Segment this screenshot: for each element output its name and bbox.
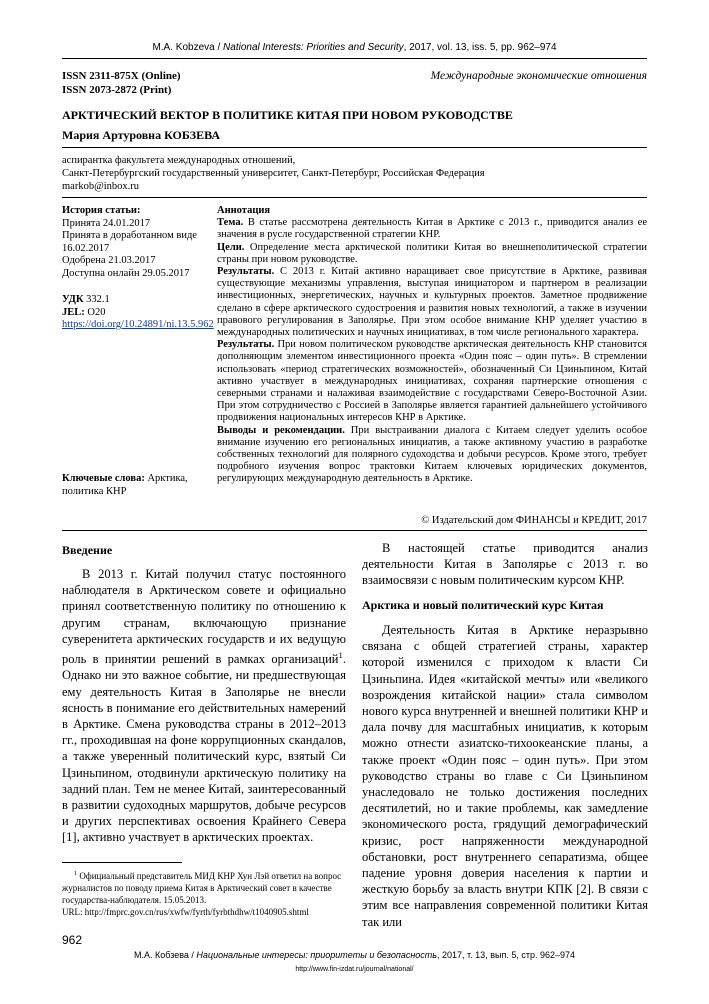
doi-link[interactable]: https://doi.org/10.24891/ni.13.5.962	[62, 319, 214, 330]
history-label: История статьи:	[62, 205, 141, 216]
abstract-heading: Аннотация	[217, 205, 271, 216]
affiliation-position: аспирантка факультета международных отношений,	[62, 155, 296, 166]
issn-print: ISSN 2073-2872 (Print)	[62, 84, 172, 96]
affiliation-rule	[62, 197, 647, 198]
running-header-authors: M.A. Kobzeva /	[152, 42, 224, 53]
issn-online: ISSN 2311-875X (Online)	[62, 70, 181, 82]
footnote-mark: 1	[74, 870, 78, 877]
keywords	[62, 473, 212, 498]
abstract-conclusions: Выводы и рекомендации. При выстраивании диалога с Китаем следует уделить особое внимание изучению его региональных инициатив, а также активному участию в разработке собственных технологий для полярного судоходства и добычи ресурсов. Кроме этого, требует подробного изучения вопрос трактовки Китаем ключевых юридических документов, регулирующих международную деятельность в Арктике.	[217, 424, 647, 485]
section2-heading: Арктика и новый политический курс Китая	[362, 598, 604, 612]
right-intro-paragraph: В настоящей статье приводится анализ деятельности Китая в Заполярье с 2013 г. во взаимосвязи с новым политическим курсом КНР.	[362, 541, 648, 588]
udc-line	[62, 294, 212, 307]
history-received: Принята 24.01.2017	[62, 217, 151, 229]
abstract-methods: Результаты. С 2013 г. Китай активно наращивает свое присутствие в Арктике, развивая существующие механизмы управления, выступая инициатором и партнером в реализации инвестиционных, энергетических, научных и культурных проектов. Заметное продвижение сделано в сфере арктического судостроения и развития новых технологий, а также в изучении правового регулирования в Заполярье. При этом особое внимание КНР уделяет участию в международных политических и научных инициативах, в том числе регионального характера.	[217, 266, 647, 339]
footnote	[62, 868, 344, 918]
footer-citation: М.А. Кобзева / Национальные интересы: приоритеты и безопасность, 2017, т. 13, вып. 5, стр. 962–974	[133, 950, 575, 960]
abstract-aims: Цели. Определение места арктической политики Китая во внешнеполитической стратегии страны при новом руководстве.	[217, 241, 647, 265]
jel-label: JEL:	[62, 306, 85, 318]
abstract-results: Результаты. При новом политическом руководстве арктическая деятельность КНР становится дополняющим элементом инвестиционного проекта «Один пояс – один путь». В стремлении использовать «период стратегических возможностей», обозначенный Си Цзиньпином, Китай активно участвует в международных инициативах, сохраняя партнерские отношения с северными странами и налаживая взаимодействие с государствами Северо-Восточной Азии. При этом сотрудничество с Россией в Заполярье является гарантией дальнейшего устойчивого продвижения национальных интересов КНР в Арктике.	[217, 339, 647, 424]
affiliation	[62, 154, 622, 193]
keywords-label: Ключевые слова:	[62, 473, 145, 484]
footnote-rule	[62, 862, 182, 863]
rubric: Международные экономические отношения	[430, 70, 647, 82]
jel-line	[62, 307, 212, 320]
udc-value: 332.1	[83, 294, 110, 305]
affiliation-email[interactable]: markob@inbox.ru	[62, 181, 140, 192]
footnote-ref[interactable]: 1	[338, 650, 343, 661]
abstract	[217, 205, 647, 486]
udc-label: УДК	[62, 294, 84, 305]
footnote-text: Официальный представитель МИД КНР Хун Лэй ответил на вопрос журналистов по поводу приема Китая в Арктический совет в качестве государства-наблюдателя. 15.05.2013.	[62, 871, 342, 905]
history-revised: Принята в доработанном виде 16.02.2017	[62, 230, 197, 254]
running-header-journal: National Interests: Priorities and Security	[223, 42, 404, 53]
intro-column	[62, 566, 346, 846]
page-number: 962	[62, 933, 83, 947]
history-online: Доступна онлайн 29.05.2017	[62, 267, 190, 279]
intro-paragraph: В 2013 г. Китай получил статус постоянного наблюдателя в Арктическом совете и официально принял соответственную политику по отношению к другим странам, включающую признание суверенитета арктических государств и их ведущую роль в принятии решений в рамках организаций$^1$. Однако ни это важное событие, ни предшествующая ему деятельность Китая в Заполярье не внесли ясность в понимание его действительных намерений в Арктике. Смена руководства страны в 2012–2013 гг., проходившая на фоне коррупционных скандалов, а также уверенный политический курс, взятый Си Цзиньпином, отодвинули арктическую политику на задний план. Тем не менее Китай, заинтересованный в развитии судоходных маршрутов, добыче ресурсов и других перспективах освоения Крайнего Севера [1], активно участвует в арктических проектах.	[62, 567, 346, 845]
history-accepted: Одобрена 21.03.2017	[62, 255, 156, 266]
intro-heading: Введение	[62, 543, 113, 557]
section2-paragraph: Деятельность Китая в Арктике неразрывно связана с общей стратегией страны, характер которой изменился с приходом к власти Си Цзиньпина. Идея «китайской мечты» или «великого возрождения китайской нации» стала символом нового курса внутренней и внешней политики КНР и дала почву для масштабных инициатив, к которым можно отнести азиатско-тихоокеанские планы, а также проект «Один пояс – один путь». При этом руководство страны во главе с Си Цзиньпином унаследовало не только достижения последних десятилетий, но и такие проблемы, как замедление экономического роста, грядущий демографический кризис, рост напряженности международной обстановки, рост внутреннего сепаратизма, общее падение уровня доверия населения к партии и жесткую борьбу за власть внутри КПК [2]. В связи с этим все направления современной политики Китая так или	[362, 623, 648, 929]
keywords-value: Арктика, политика КНР	[62, 473, 188, 497]
article-title: АРКТИЧЕСКИЙ ВЕКТОР В ПОЛИТИКЕ КИТАЯ ПРИ НОВОМ РУКОВОДСТВЕ	[62, 108, 513, 122]
article-history	[62, 205, 212, 332]
right-column-intro	[362, 540, 648, 589]
author-rule	[62, 147, 647, 148]
running-header-rest: , 2017, vol. 13, iss. 5, pp. 962–974	[403, 42, 557, 53]
affiliation-organization: Санкт-Петербургский государственный университет, Санкт-Петербург, Российская Федерация	[62, 168, 485, 179]
author-name: Мария Артуровна КОБЗЕВА	[62, 128, 221, 142]
abstract-rule	[62, 530, 647, 531]
copyright: © Издательский дом ФИНАНСЫ и КРЕДИТ, 2017	[421, 515, 647, 526]
jel-value: O20	[84, 306, 106, 318]
header-rule	[62, 58, 647, 59]
abstract-topic: Тема. В статье рассмотрена деятельность Китая в Арктике с 2013 г., приводится анализ ее значения в русле государственной стратегии КНР.	[217, 217, 647, 241]
footnote-url[interactable]: URL: http://fmprc.gov.cn/rus/xwfw/fyrth/fyrbthdhw/t1040905.shtml	[62, 907, 309, 917]
running-header	[0, 42, 709, 53]
section2-column	[362, 622, 648, 930]
footer-url[interactable]: http://www.fin-izdat.ru/journal/national/	[295, 966, 414, 973]
